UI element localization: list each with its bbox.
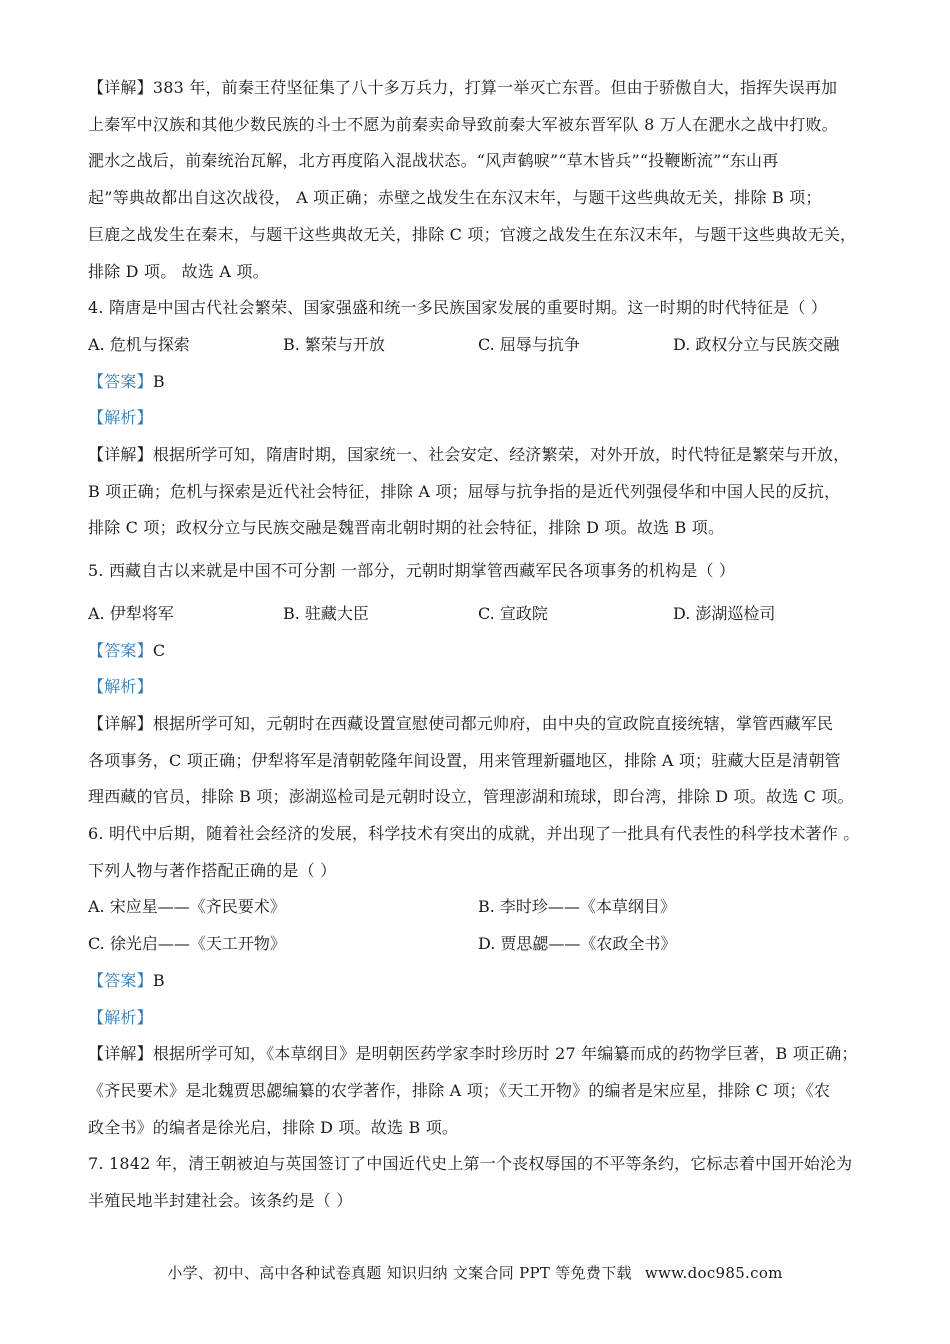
detail-tag: 【详解】 [88,445,153,465]
answer-value: C [152,640,166,660]
detail-tag: 【详解】 [88,713,153,733]
q4-option-b: B. 繁荣与开放 [283,334,385,354]
q5-detail-text: 根据所学可知，元朝时在西藏设置宣慰使司都元帅府，由中央的宣政院直接统辖，掌管西藏军民 [152,713,834,733]
q3-detail-line-6: 排除 D 项。 故选 A 项。 [88,261,269,281]
q4-detail-line-2: B 项正确；危机与探索是近代社会特征，排除 A 项；屈辱与抗争指的是近代列强侵华和中国人民的反抗， [88,481,841,501]
q5-detail-line-1 [88,706,878,743]
q4-option-a: A. 危机与探索 [88,334,190,354]
q6-options-row-1 [88,889,878,926]
footer-url[interactable]: www.doc985.com [644,1264,783,1282]
q3-detail-line-1 [88,70,878,107]
q4-answer [88,364,878,401]
q4-stem: 4. 隋唐是中国古代社会繁荣、国家强盛和统一多民族国家发展的重要时期。这一时期的时代特征是（ ） [88,298,828,318]
answer-tag: 【答案】 [88,640,153,660]
q6-option-b: B. 李时珍——《本草纲目》 [478,897,676,917]
q5-option-a: A. 伊犁将军 [88,603,174,623]
q3-detail-line-5: 巨鹿之战发生在秦末，与题干这些典故无关，排除 C 项；官渡之战发生在东汉末年，与题干这些典故无关， [88,224,857,244]
answer-tag: 【答案】 [88,970,153,990]
q5-options [88,596,878,633]
q4-analysis-tag: 【解析】 [88,408,153,428]
q5-option-b: B. 驻藏大臣 [283,603,369,623]
document-body [88,70,878,1220]
q6-detail-text: 根据所学可知，《本草纲目》是明朝医药学家李时珍历时 27 年编纂而成的药物学巨著，B 项正确； [152,1044,858,1064]
footer-text: 小学、初中、高中各种试卷真题 知识归纳 文案合同 PPT 等免费下载 [167,1264,632,1282]
q5-option-d: D. 澎湖巡检司 [673,603,776,623]
q4-detail-text: 根据所学可知，隋唐时期，国家统一、社会安定、经济繁荣，对外开放，时代特征是繁荣与开放， [152,445,850,465]
q6-stem-line-2: 下列人物与著作搭配正确的是（ ） [88,860,337,880]
q3-detail-line-3: 淝水之战后，前秦统治瓦解，北方再度陷入混战状态。“风声鹤唳”“草木皆兵”“投鞭断流”“东山再 [88,151,779,171]
detail-tag: 【详解】 [88,78,153,97]
page-footer [0,1262,950,1283]
q5-stem: 5. 西藏自古以来就是中国不可分割 一部分，元朝时期掌管西藏军民各项事务的机构是（ ） [88,561,736,581]
detail-tag: 【详解】 [88,1044,153,1064]
q4-detail-line-1 [88,437,878,474]
q4-option-c: C. 屈辱与抗争 [478,334,580,354]
answer-value: B [152,970,165,990]
q5-answer [88,633,878,670]
q6-detail-line-2: 《齐民要术》是北魏贾思勰编纂的农学著作，排除 A 项；《天工开物》的编者是宋应星，排除 C 项；《农 [88,1080,831,1100]
q6-answer [88,963,878,1000]
q3-detail-line-4: 起”等典故都出自这次战役， A 项正确；赤壁之战发生在东汉末年，与题干这些典故无关，排除 B 项； [88,188,822,208]
q6-options-row-2 [88,926,878,963]
q7-stem-line-2: 半殖民地半封建社会。该条约是（ ） [88,1191,353,1211]
q4-options [88,327,878,364]
q5-detail-line-2: 各项事务，C 项正确；伊犁将军是清朝乾隆年间设置，用来管理新疆地区，排除 A 项；驻藏大臣是清朝管 [88,750,841,770]
q5-option-c: C. 宣政院 [478,603,548,623]
q5-analysis-tag: 【解析】 [88,677,153,697]
q6-analysis-tag: 【解析】 [88,1007,153,1027]
q3-detail-line-2: 上秦军中汉族和其他少数民族的斗士不愿为前秦卖命导致前秦大军被东晋军队 8 万人在淝水之战中打败。 [88,114,838,134]
q6-option-c: C. 徐光启——《天工开物》 [88,934,286,954]
q5-detail-line-3: 理西藏的官员，排除 B 项；澎湖巡检司是元朝时设立，管理澎湖和琉球，即台湾，排除 D 项。故选 C 项。 [88,787,854,807]
answer-value: B [152,371,165,391]
q4-option-d: D. 政权分立与民族交融 [673,334,840,354]
q6-option-a: A. 宋应星——《齐民要术》 [88,897,286,917]
answer-tag: 【答案】 [88,371,153,391]
q6-stem-line-1: 6. 明代中后期，随着社会经济的发展，科学技术有突出的成就，并出现了一批具有代表性的科学技术著作 。 [88,824,860,844]
q6-option-d: D. 贾思勰——《农政全书》 [478,934,677,954]
q3-detail-text: 383 年，前秦王苻坚征集了八十多万兵力，打算一举灭亡东晋。但由于骄傲自大，指挥失误再加 [152,78,838,97]
q6-detail-line-1 [88,1036,878,1073]
q6-detail-line-3: 政全书》的编者是徐光启，排除 D 项。故选 B 项。 [88,1117,459,1137]
q7-stem-line-1: 7. 1842 年，清王朝被迫与英国签订了中国近代史上第一个丧权辱国的不平等条约，它标志着中国开始沦为 [88,1154,853,1174]
q4-detail-line-3: 排除 C 项；政权分立与民族交融是魏晋南北朝时期的社会特征，排除 D 项。故选 B 项。 [88,518,725,538]
